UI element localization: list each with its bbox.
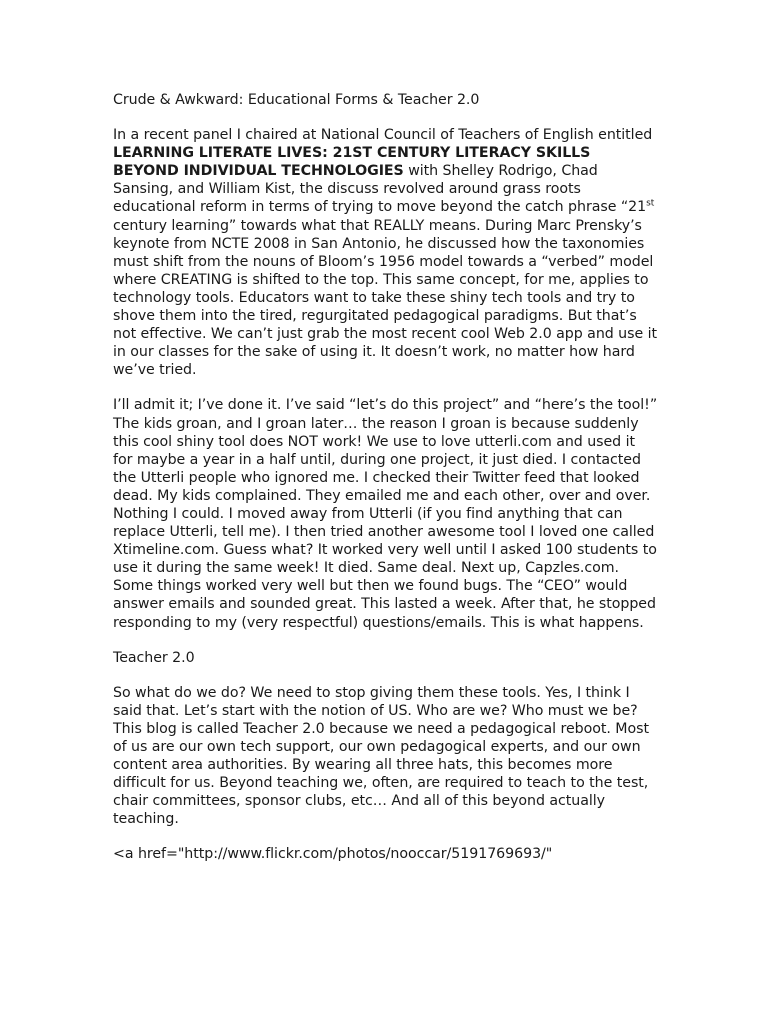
paragraph-1-mid: with Shelley Rodrigo, Chad Sansing, and William Kist, the discuss revolved around grass roots educational reform in terms of trying to move beyond the catch phrase “21 (113, 163, 647, 216)
paragraph-1-tail: century learning” towards what that REALLY means. During Marc Prensky’s keynote from NCTE 2008 in San Antonio, he discussed how the taxonomies must shift from the nouns of Bloom’s 1956 model towards a “verbed” model where CREATING is shifted to the top. This same concept, for me, applies to technology tools. Educators want to take these shiny tech tools and try to shove them into the tired, regurgitated pedagogical paradigms. But that’s not effective. We can’t just grab the most recent cool Web 2.0 app and use it in our classes for the sake of using it. It doesn’t work, no matter how hard we’ve tried. (113, 217, 658, 379)
document-title: Crude & Awkward: Educational Forms & Teacher 2.0 (113, 92, 480, 108)
paragraph-1 (113, 126, 658, 379)
paragraph-2: I’ll admit it; I’ve done it. I’ve said “let’s do this project” and “here’s the tool!” The kids groan, and I groan later… the reason I groan is because suddenly this cool shiny tool does NOT work! We use to love utterli.com and used it for maybe a year in a half until, during one project, it just died. I contacted the Utterli people who ignored me. I checked their Twitter feed that looked dead. My kids complained. They emailed me and each other, over and over. Nothing I could. I moved away from Utterli (if you find anything that can replace Utterli, tell me). I then tried another awesome tool I loved one called Xtimeline.com. Guess what? It worked very well until I asked 100 students to use it during the same week! It died. Same deal. Next up, Capzles.com. Some things worked very well but then we found bugs. The “CEO” would answer emails and sounded great. This lasted a week. After that, he stopped responding to my (very respectful) questions/emails. This is what happens. (113, 397, 658, 631)
document-body (113, 91, 658, 881)
panel-title-bold: LEARNING LITERATE LIVES: 21ST CENTURY LITERACY SKILLS BEYOND INDIVIDUAL TECHNOLOGIES (113, 145, 591, 180)
superscript-st: st (646, 198, 655, 209)
paragraph-1-lead: In a recent panel I chaired at National Council of Teachers of English entitled (113, 127, 653, 144)
section-heading: Teacher 2.0 (113, 649, 195, 666)
html-code-line: <a href="http://www.flickr.com/photos/nooccar/5191769693/" (113, 846, 553, 863)
paragraph-3: So what do we do? We need to stop giving them these tools. Yes, I think I said that. Let’s start with the notion of US. Who are we? Who must we be? This blog is called Teacher 2.0 because we need a pedagogical reboot. Most of us are our own tech support, our own pedagogical experts, and our own content area authorities. By wearing all three hats, this becomes more difficult for us. Beyond teaching we, often, are required to teach to the test, chair committees, sponsor clubs, etc… And all of this beyond actually teaching. (113, 684, 649, 828)
